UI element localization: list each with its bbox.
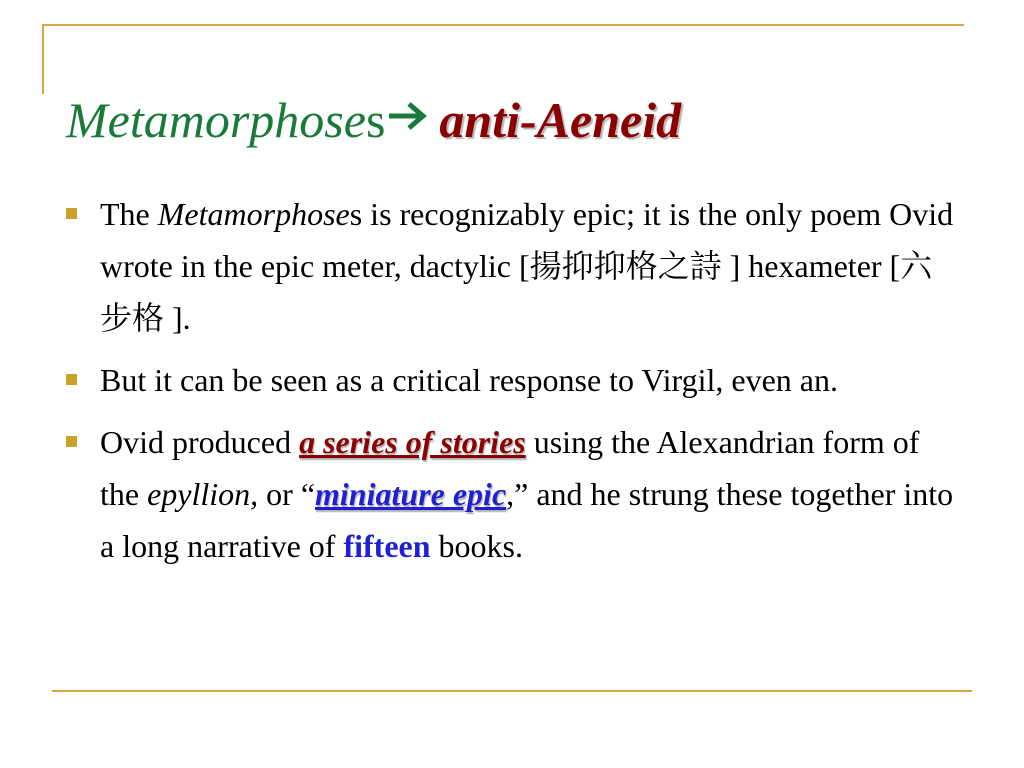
bullet-square-icon [66, 374, 77, 385]
right-arrow-icon [387, 101, 429, 131]
bullet-text-italic: Metamorphose [157, 196, 350, 232]
bullet-text: books. [430, 528, 523, 564]
bullet-text: or “ [258, 476, 316, 512]
bullet-text: The [100, 196, 158, 232]
bullet-text: using the Alexandrian form of the [100, 424, 920, 512]
bullet-square-icon [66, 436, 77, 447]
bullet-text: But it can be seen as a critical response to Virgil, even an. [100, 362, 838, 398]
emphasis-fifteen: fifteen [343, 528, 431, 564]
bullet-item [62, 416, 962, 572]
frame-top-line [42, 24, 964, 26]
title-subtitle: anti-Aeneid [439, 92, 682, 148]
title-suffix: s [365, 92, 386, 148]
slide-title [66, 88, 681, 152]
frame-bottom-line [52, 690, 972, 692]
frame-left-line [42, 24, 44, 94]
emphasis-series-of-stories: a series of stories [299, 424, 526, 460]
bullet-text: s is recognizably epic; it is the only poem Ovid wrote in the epic meter, dactylic [揚抑抑格之詩 ] hexameter [六步格 ]. [100, 196, 954, 336]
bullet-item [62, 188, 962, 344]
bullet-square-icon [66, 208, 77, 219]
title-main: Metamorphose [66, 92, 366, 148]
bullet-text: Ovid produced [100, 424, 300, 460]
emphasis-miniature-epic: miniature epic [315, 476, 507, 512]
bullet-text: ,” and he strung these together into a long narrative of [100, 476, 954, 564]
bullet-list [62, 188, 962, 582]
bullet-item [62, 354, 962, 406]
bullet-text-italic: epyllion, [147, 476, 259, 512]
